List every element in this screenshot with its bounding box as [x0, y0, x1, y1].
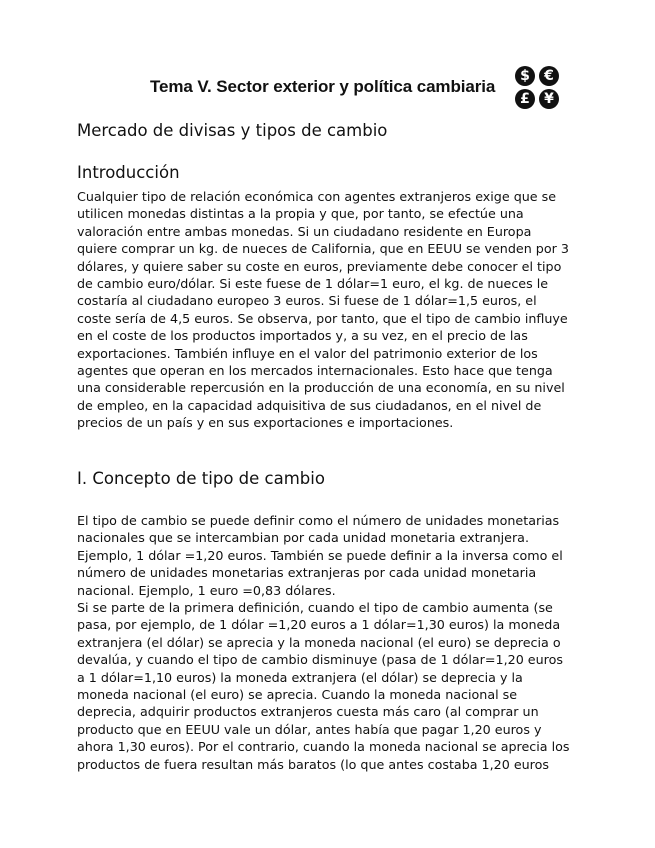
paragraph-line: El tipo de cambio se puede definir como el número de unidades monetarias: [77, 513, 560, 528]
paragraph-line: utilicen monedas distintas a la propia y que, por tanto, se efectúe una: [77, 206, 524, 222]
paragraph-line: deprecia, adquirir productos extranjeros cuesta más caro (al comprar un: [77, 704, 539, 720]
paragraph-line: coste sería de 4,5 euros. Se observa, por tanto, que el tipo de cambio influye: [77, 310, 568, 326]
euro-coin-icon: €: [539, 66, 559, 86]
paragraph-line: moneda nacional (el euro) se aprecia. Cuando la moneda nacional se: [77, 687, 518, 703]
paragraph-line: dólares, y quiere saber su coste en euros, previamente debe conocer el tipo: [77, 258, 562, 274]
paragraph-line: ahora 1,30 euros). Por el contrario, cuando la moneda nacional se aprecia los: [77, 739, 570, 755]
paragraph-line: a 1 dólar=1,10 euros) la moneda extranjera (el dólar) se deprecia y la: [77, 669, 523, 685]
section-subtitle: Mercado de divisas y tipos de cambio: [77, 121, 388, 140]
paragraph-line: una considerable repercusión en la producción de una economía, en su nivel: [77, 380, 565, 396]
paragraph-line: producto que en EEUU vale un dólar, antes había que pagar 1,20 euros y: [77, 721, 542, 737]
paragraph-line: devalúa, y cuando el tipo de cambio disminuye (pasa de 1 dólar=1,20 euros: [77, 652, 563, 668]
paragraph-line: de empleo, en la capacidad adquisitiva de sus ciudadanos, en el nivel de: [77, 397, 542, 413]
paragraph-line: productos de fuera resultan más baratos (lo que antes costaba 1,20 euros: [77, 756, 549, 772]
paragraph-line: extranjera (el dólar) se aprecia y la moneda nacional (el euro) se deprecia o: [77, 634, 561, 650]
intro-paragraph: [77, 188, 587, 432]
paragraph-line: Ejemplo, 1 dólar =1,20 euros. También se puede definir a la inversa como el: [77, 547, 563, 563]
concept-heading: I. Concepto de tipo de cambio: [77, 469, 325, 488]
paragraph-line: nacional. Ejemplo, 1 euro =0,83 dólares.: [77, 582, 336, 598]
pound-coin-icon: £: [515, 89, 535, 109]
paragraph-line: Cualquier tipo de relación económica con agentes extranjeros exige que se: [77, 189, 557, 204]
dollar-coin-icon: $: [515, 66, 535, 86]
paragraph-line: de cambio euro/dólar. Si este fuese de 1 dólar=1 euro, el kg. de nueces le: [77, 276, 549, 292]
paragraph-line: Si se parte de la primera definición, cuando el tipo de cambio aumenta (se: [77, 600, 553, 616]
paragraph-line: en el coste de los productos importados y, a su vez, en el precio de las: [77, 328, 528, 344]
paragraph-line: exportaciones. También influye en el valor del patrimonio exterior de los: [77, 345, 538, 361]
yen-coin-icon: ¥: [539, 89, 559, 109]
paragraph-line: precios de un país y en sus exportaciones e importaciones.: [77, 415, 454, 431]
paragraph-line: pasa, por ejemplo, de 1 dólar =1,20 euros a 1 dólar=1,30 euros) la moneda: [77, 617, 561, 633]
paragraph-line: valoración entre ambas monedas. Si un ciudadano residente en Europa: [77, 223, 532, 239]
concept-paragraph: [77, 512, 587, 773]
intro-heading: Introducción: [77, 163, 180, 182]
paragraph-line: nacionales que se intercambian por cada unidad monetaria extranjera.: [77, 530, 529, 546]
paragraph-line: número de unidades monetarias extranjeras por cada unidad monetaria: [77, 565, 537, 581]
currency-symbols-logo: [515, 66, 561, 110]
paragraph-line: costaría al ciudadano europeo 3 euros. Si fuese de 1 dólar=1,5 euros, el: [77, 293, 537, 309]
paragraph-line: quiere comprar un kg. de nueces de California, que en EEUU se venden por 3: [77, 241, 569, 257]
document-title: Tema V. Sector exterior y política cambiaria: [150, 77, 496, 96]
paragraph-line: agentes que operan en los mercados internacionales. Esto hace que tenga: [77, 363, 553, 379]
